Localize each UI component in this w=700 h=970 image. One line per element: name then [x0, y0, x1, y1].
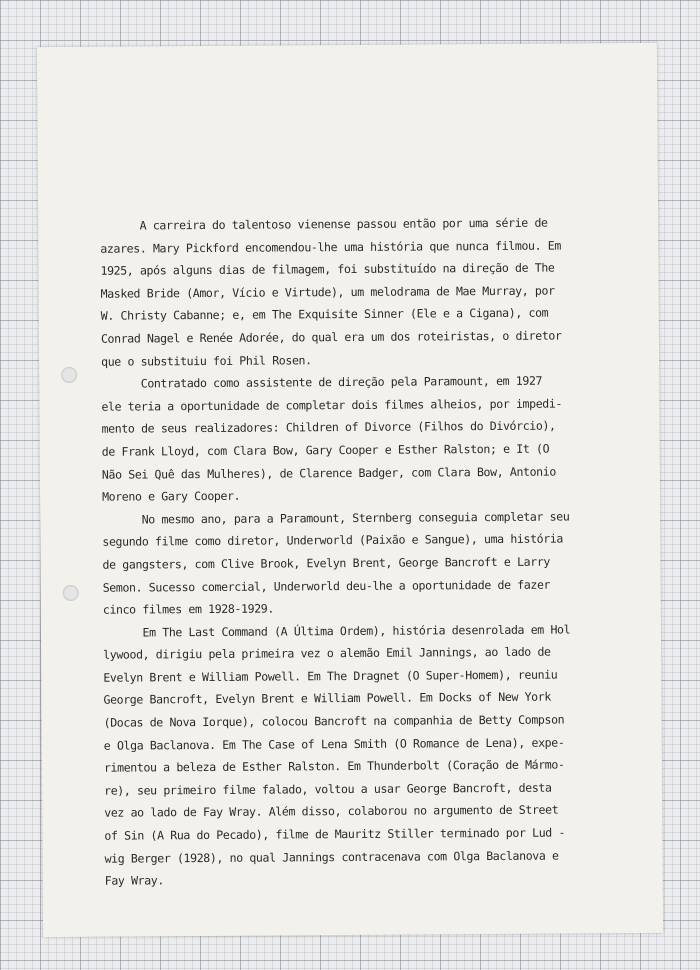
punch-hole [61, 367, 77, 383]
text-line: Fay Wray. [104, 873, 165, 888]
text-line: wig Berger (1928), no qual Jannings contracenava com Olga Baclanova e [104, 848, 559, 866]
text-line: Não Sei Quê das Mulheres), de Clarence Badger, com Clara Bow, Antonio [101, 464, 556, 482]
text-line: rimentou a beleza de Esther Ralston. Em Thunderbolt (Coração de Mármo- [103, 757, 565, 775]
text-line: of Sin (A Rua do Pecado), filme de Mauritz Stiller terminado por Lud - [104, 825, 566, 843]
text-line: No mesmo ano, para a Paramount, Sternberg conseguia completar seu [102, 509, 570, 527]
text-line: lywood, dirigiu pela primeira vez o alemão Emil Jannings, ao lado de [103, 644, 551, 663]
text-line: azares. Mary Pickford encomendou-lhe uma história que nunca filmou. Em [100, 238, 561, 256]
text-line: Semon. Sucesso comercial, Underworld deu-lhe a oportunidade de fazer [102, 577, 551, 595]
paragraph [101, 369, 622, 508]
text-line: A carreira do talentoso vienense passou então por uma série de [100, 215, 548, 233]
document-body [100, 211, 625, 892]
text-line: Contratado como assistente de direção pela Paramount, em 1927 [101, 373, 543, 391]
paragraph [103, 618, 625, 893]
text-line: Evelyn Brent e William Powell. Em The Dragnet (O Super-Homem), reuniu [103, 667, 558, 685]
text-line: Em The Last Command (A Última Ordem), história desenrolada em Hol [102, 622, 571, 640]
text-line: ele teria a oportunidade de completar dois filmes alheios, por impedi- [101, 396, 563, 414]
paragraph [100, 211, 621, 373]
text-line: segundo filme como diretor, Underworld (Paixão e Sangue), uma história [102, 531, 564, 550]
typewritten-page [37, 43, 663, 937]
text-line: mento de seus realizadores: Children of Divorce (Filhos do Divórcio), [101, 418, 556, 437]
paragraph [102, 505, 623, 622]
text-line: Masked Bride (Amor, Vício e Virtude), um melodrama de Mae Murray, por [100, 283, 555, 301]
punch-hole [63, 585, 79, 601]
text-line: de Frank Lloyd, com Clara Bow, Gary Cooper e Esther Ralston; e It (O [101, 441, 550, 459]
text-line: George Bancroft, Evelyn Brent e William Powell. Em Docks of New York [103, 690, 551, 708]
text-line: de gangsters, com Clive Brook, Evelyn Brent, George Bancroft e Larry [102, 554, 551, 572]
text-line: re), seu primeiro filme falado, voltou a usar George Bancroft, desta [104, 780, 552, 798]
text-line: cinco filmes em 1928-1929. [102, 601, 274, 617]
text-line: que o substituiu foi Phil Rosen. [101, 352, 312, 369]
text-line: W. Christy Cabanne; e, em The Exquisite Sinner (Ele e a Cigana), com [100, 305, 549, 324]
text-line: (Docas de Nova Iorque), colocou Bancroft na companhia de Betty Compson [103, 712, 565, 730]
text-line: Moreno e Gary Cooper. [101, 488, 241, 504]
text-line: 1925, após alguns dias de filmagem, foi substituído na direção de The [100, 260, 555, 278]
text-line: vez ao lado de Fay Wray. Além disso, colaborou no argumento de Street [104, 802, 559, 821]
text-line: e Olga Baclanova. Em The Case of Lena Smith (O Romance de Lena), expe- [103, 735, 565, 753]
text-line: Conrad Nagel e Renée Adorée, do qual era um dos roteiristas, o diretor [100, 328, 562, 346]
